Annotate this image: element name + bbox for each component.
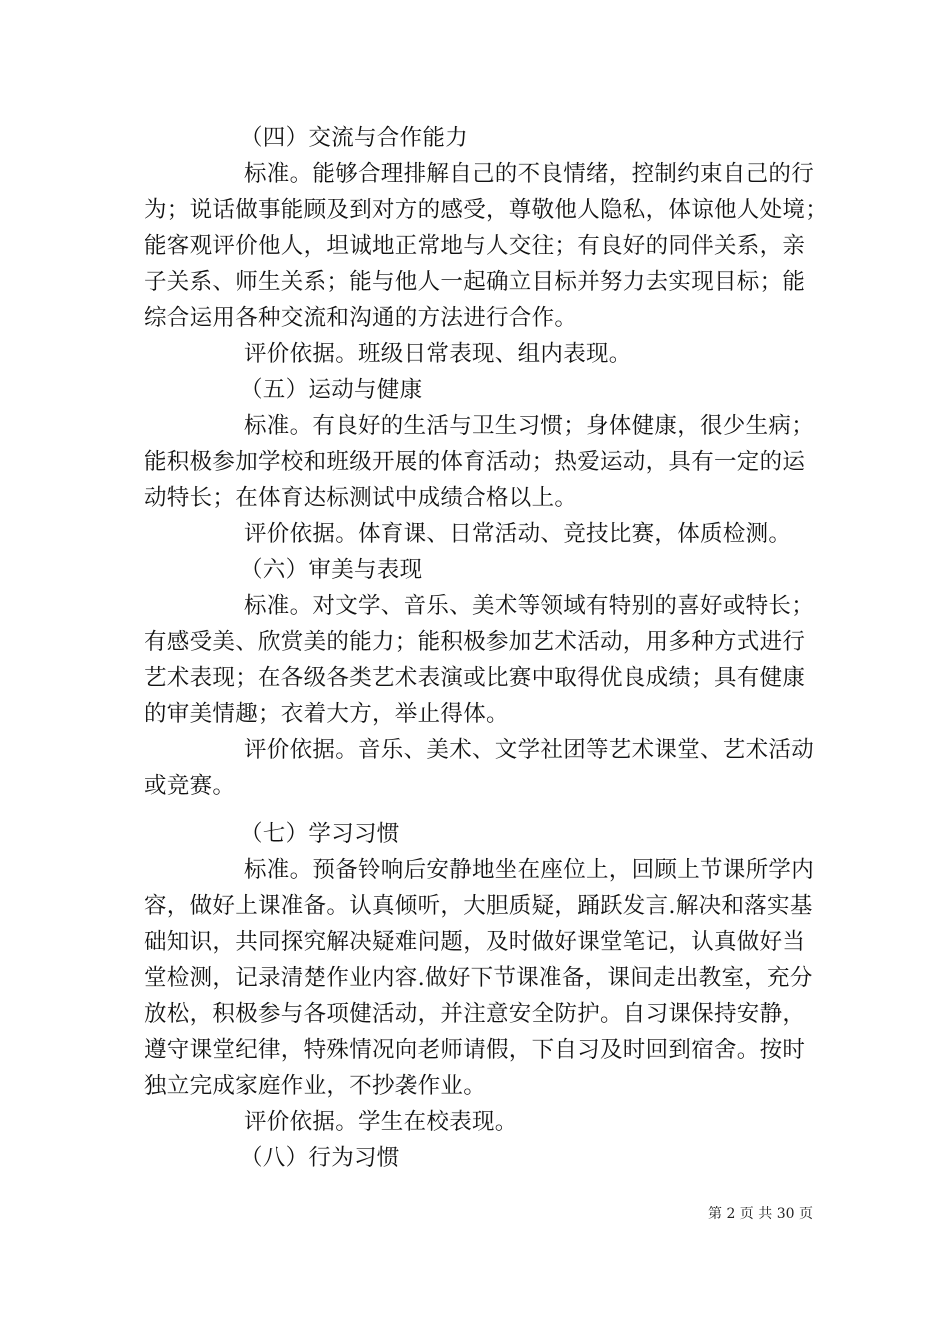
evaluation-basis-line: 评价依据。学生在校表现。	[244, 1109, 518, 1135]
paragraph-line: 放松，积极参与各项健活动，并注意安全防护。自习课保持安静，	[144, 1001, 806, 1027]
paragraph-line: 动特长；在体育达标测试中成绩合格以上。	[144, 485, 578, 511]
paragraph-line: 标准。有良好的生活与卫生习惯；身体健康，很少生病；	[244, 413, 815, 439]
section-heading-5: （五）运动与健康	[240, 377, 423, 403]
paragraph-line: 标准。能够合理排解自己的不良情绪，控制约束自己的行	[244, 161, 815, 187]
section-heading-6: （六）审美与表现	[240, 557, 423, 583]
paragraph-line: 艺术表现；在各级各类艺术表演或比赛中取得优良成绩；具有健康	[144, 665, 806, 691]
evaluation-basis-line: 评价依据。音乐、美术、文学社团等艺术课堂、艺术活动	[244, 737, 815, 763]
paragraph-line: 综合运用各种交流和沟通的方法进行合作。	[144, 305, 578, 331]
paragraph-line: 标准。预备铃响后安静地坐在座位上，回顾上节课所学内	[244, 857, 815, 883]
paragraph-line: 能积极参加学校和班级开展的体育活动；热爱运动，具有一定的运	[144, 449, 806, 475]
paragraph-line: 标准。对文学、音乐、美术等领域有特别的喜好或特长；	[244, 593, 815, 619]
paragraph-line: 础知识，共同探究解决疑难问题，及时做好课堂笔记，认真做好当	[144, 929, 806, 955]
paragraph-line: 有感受美、欣赏美的能力；能积极参加艺术活动，用多种方式进行	[144, 629, 806, 655]
page-number-footer: 第 2 页 共 30 页	[708, 1206, 813, 1222]
section-heading-8: （八）行为习惯	[240, 1145, 400, 1171]
paragraph-line: 能客观评价他人，坦诚地正常地与人交往；有良好的同伴关系，亲	[144, 233, 806, 259]
paragraph-line: 或竞赛。	[144, 773, 236, 799]
paragraph-line: 独立完成家庭作业，不抄袭作业。	[144, 1073, 487, 1099]
section-heading-4: （四）交流与合作能力	[240, 125, 469, 151]
paragraph-line: 堂检测，记录清楚作业内容.做好下节课准备，课间走出教室，充分	[144, 965, 813, 991]
paragraph-line: 的审美情趣；衣着大方，举止得体。	[144, 701, 509, 727]
paragraph-line: 容，做好上课准备。认真倾听，大胆质疑，踊跃发言.解决和落实基	[144, 893, 813, 919]
paragraph-line: 为；说话做事能顾及到对方的感受，尊敬他人隐私，体谅他人处境；	[144, 197, 829, 223]
paragraph-line: 子关系、师生关系；能与他人一起确立目标并努力去实现目标；能	[144, 269, 806, 295]
paragraph-line: 遵守课堂纪律，特殊情况向老师请假，下自习及时回到宿舍。按时	[144, 1037, 806, 1063]
evaluation-basis-line: 评价依据。体育课、日常活动、竞技比赛，体质检测。	[244, 521, 792, 547]
evaluation-basis-line: 评价依据。班级日常表现、组内表现。	[244, 341, 632, 367]
section-heading-7: （七）学习习惯	[240, 821, 400, 847]
